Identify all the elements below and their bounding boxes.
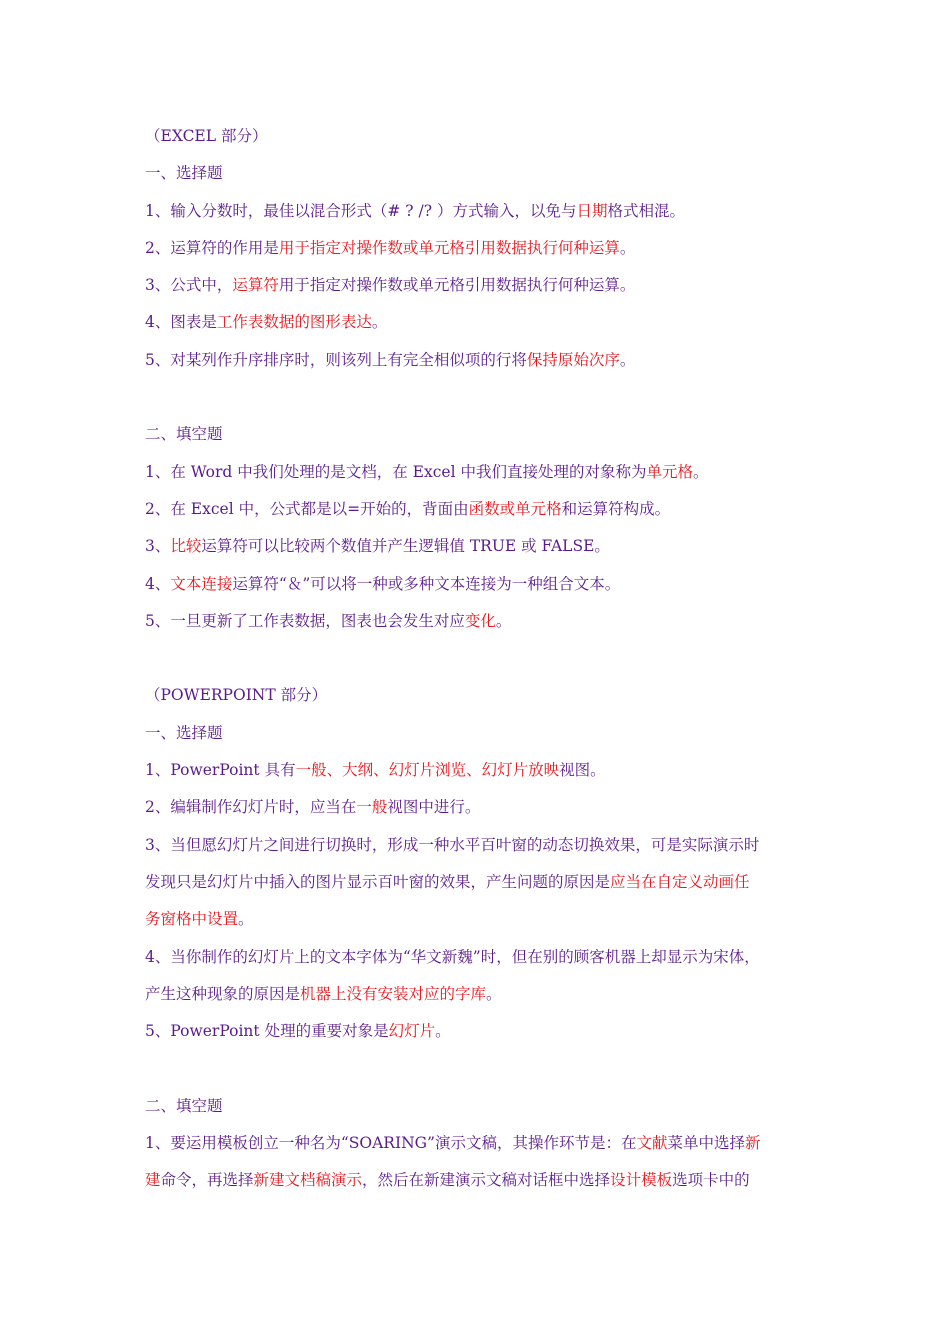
body-text: 3、: [145, 537, 171, 556]
body-text: 4、: [145, 574, 171, 593]
body-text: 选项卡中的: [672, 1171, 750, 1190]
highlighted-answer-text: 幻灯片: [388, 1022, 436, 1041]
body-text: 一、选择题: [145, 164, 223, 183]
document-body: [145, 118, 825, 1200]
body-text: 。: [486, 984, 502, 1003]
excel-fill-1: [145, 454, 825, 491]
body-text: 。: [371, 313, 388, 332]
ppt-choice-1: [145, 752, 825, 789]
body-text: 2、编辑制作幻灯片时，应当在: [145, 798, 357, 817]
highlighted-answer-text: 务窗格中设置: [145, 910, 239, 929]
body-text: 发现只是幻灯片中插入的图片显示百叶窗的效果，产生问题的原因是: [145, 872, 611, 891]
body-text: 视图。: [559, 761, 606, 780]
body-text: 3、公式中，: [145, 276, 233, 295]
body-text: 。: [435, 1022, 451, 1041]
excel-fill-2: [145, 491, 825, 528]
body-text: （EXCEL 部分）: [145, 127, 268, 145]
highlighted-answer-text: 文献: [636, 1134, 668, 1153]
highlighted-answer-text: 单元格: [646, 462, 693, 481]
body-text: 5、一旦更新了工作表数据，图表也会发生对应: [145, 611, 465, 630]
body-text: 。: [619, 238, 636, 257]
ppt-choice-5: [145, 1013, 825, 1050]
body-text: 。: [238, 910, 254, 929]
body-text: ，然后在新建演示文稿对话框中选择: [362, 1171, 611, 1190]
body-text: 用于指定对操作数或单元格引用数据执行何种运算。: [278, 276, 636, 295]
body-text: 和运算符构成。: [561, 499, 671, 518]
body-text: 菜单中选择: [667, 1134, 745, 1153]
blank-line: [145, 1050, 825, 1087]
excel-choice-1: [145, 193, 825, 230]
body-text: 。: [619, 350, 636, 369]
ppt-fill-1a: [145, 1125, 825, 1162]
ppt-choice-3c: [145, 901, 825, 938]
body-text: 二、填空题: [145, 1096, 223, 1115]
blank-line: [145, 640, 825, 677]
highlighted-answer-text: 应当在自定义动画任: [610, 872, 750, 891]
body-text: 命令，再选择: [160, 1171, 254, 1190]
body-text: 4、当你制作的幻灯片上的文本字体为“华文新魏”时，但在别的顾客机器上却显示为宋体，: [145, 947, 760, 966]
excel-choice-2: [145, 230, 825, 267]
excel-fill-3: [145, 528, 825, 565]
body-text: 1、要运用模板创立一种名为“SOARING”演示文稿，其操作环节是：在: [145, 1134, 637, 1153]
body-text: 4、图表是: [145, 313, 217, 332]
highlighted-answer-text: 机器上没有安装对应的字库: [300, 984, 487, 1003]
ppt-choice-4b: [145, 976, 825, 1013]
highlighted-answer-text: 运算符: [232, 276, 279, 295]
highlighted-answer-text: 用于指定对操作数或单元格引用数据执行何种运算: [278, 238, 620, 257]
body-text: 格式相混。: [607, 201, 686, 220]
excel-fill-heading: [145, 416, 825, 453]
body-text: 5、PowerPoint 处理的重要对象是: [145, 1022, 389, 1041]
highlighted-answer-text: 日期: [576, 201, 608, 220]
body-text: 产生这种现象的原因是: [145, 984, 301, 1003]
body-text: 5、对某列作升序排序时，则该列上有完全相似项的行将: [145, 350, 527, 369]
body-text: 2、运算符的作用是: [145, 238, 279, 257]
highlighted-answer-text: 工作表数据的图形表达: [216, 313, 372, 332]
ppt-fill-1b: [145, 1162, 825, 1199]
highlighted-answer-text: 建: [145, 1171, 161, 1190]
excel-fill-4: [145, 566, 825, 603]
excel-section-heading: [145, 118, 825, 155]
ppt-choice-heading: [145, 715, 825, 752]
blank-line: [145, 379, 825, 416]
body-text: 运算符可以比较两个数值并产生逻辑值 TRUE 或 FALSE。: [201, 537, 610, 556]
highlighted-answer-text: 新建文档稿演示: [253, 1171, 363, 1190]
ppt-choice-3b: [145, 864, 825, 901]
body-text: 3、当但愿幻灯片之间进行切换时，形成一种水平百叶窗的动态切换效果，可是实际演示时: [145, 835, 760, 854]
ppt-fill-heading: [145, 1088, 825, 1125]
highlighted-answer-text: 文本连接: [170, 574, 233, 593]
excel-choice-4: [145, 304, 825, 341]
body-text: 二、填空题: [145, 425, 223, 444]
body-text: 1、在 Word 中我们处理的是文档，在 Excel 中我们直接处理的对象称为: [145, 462, 647, 481]
ppt-choice-4a: [145, 939, 825, 976]
body-text: 。: [495, 611, 512, 630]
excel-choice-3: [145, 267, 825, 304]
highlighted-answer-text: 新: [745, 1134, 761, 1153]
ppt-choice-2: [145, 789, 825, 826]
body-text: 2、在 Excel 中，公式都是以=开始的，背面由: [145, 499, 469, 518]
body-text: 1、输入分数时，最佳以混合形式（# ? /? ）方式输入，以免与: [145, 201, 577, 220]
body-text: （POWERPOINT 部分）: [145, 686, 328, 705]
body-text: 运算符“＆”可以将一种或多种文本连接为一种组合文本。: [232, 574, 621, 593]
body-text: 一、选择题: [145, 723, 223, 742]
highlighted-answer-text: 一般、大纲、幻灯片浏览、幻灯片放映: [295, 761, 560, 780]
body-text: 。: [693, 462, 709, 481]
highlighted-answer-text: 比较: [170, 537, 202, 556]
highlighted-answer-text: 保持原始次序: [526, 350, 620, 369]
ppt-choice-3a: [145, 827, 825, 864]
body-text: 视图中进行。: [387, 798, 481, 817]
ppt-section-heading: [145, 677, 825, 714]
excel-fill-5: [145, 603, 825, 640]
highlighted-answer-text: 函数或单元格: [468, 499, 562, 518]
highlighted-answer-text: 设计模板: [610, 1171, 673, 1190]
highlighted-answer-text: 变化: [464, 611, 496, 630]
body-text: 1、PowerPoint 具有: [145, 761, 296, 780]
excel-choice-5: [145, 342, 825, 379]
excel-choice-heading: [145, 155, 825, 192]
highlighted-answer-text: 一般: [356, 798, 388, 817]
